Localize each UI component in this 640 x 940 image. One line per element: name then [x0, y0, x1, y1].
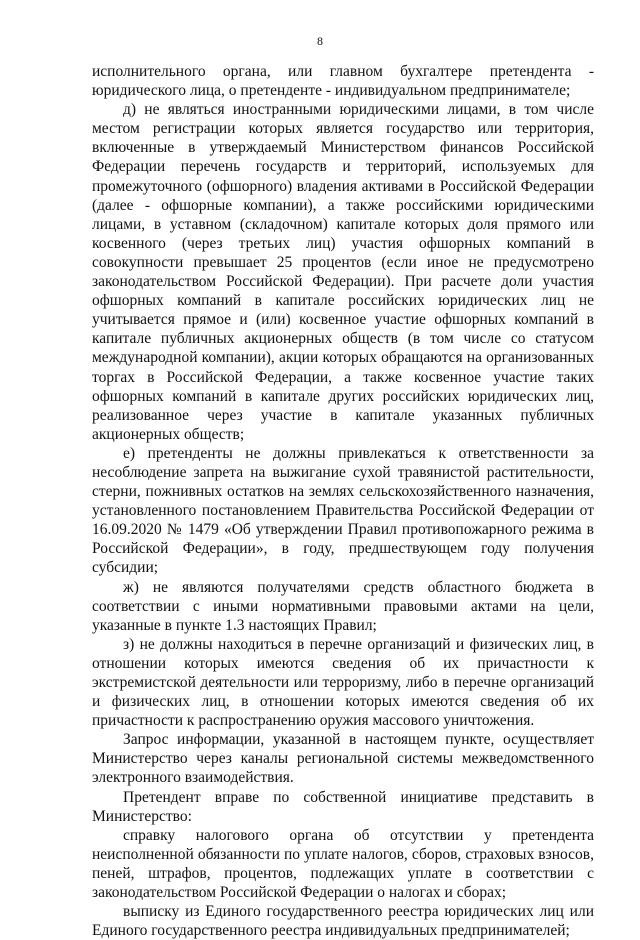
- document-body: [92, 62, 594, 940]
- paragraph-item-zh-budget-funds: ж) не являются получателями средств областного бюджета в соответствии с иными нормативными правовыми актами на цели, указанные в пункте 1.3 настоящих Правил;: [92, 578, 594, 634]
- paragraph-registry-extract: выписку из Единого государственного реестра юридических лиц или Единого государственного реестра индивидуальных предпринимателей;: [92, 903, 594, 940]
- paragraph-item-z-extremism-list: з) не должны находиться в перечне организаций и физических лиц, в отношении которых имеются сведения об их причастности к экстремистской деятельности или терроризму, либо в перечне организаций и физических лиц, в отношении которых имеются сведения об их причастности к распространению оружия массового уничтожения.: [92, 635, 594, 730]
- paragraph-item-d-offshore: д) не являться иностранными юридическими лицами, в том числе местом регистрации которых является государство или территория, включенные в утверждаемый Министерством финансов Российской Федерации перечень государств и территорий, используемых для промежуточного (офшорного) владения активами в Российской Федерации (далее - офшорные компании), а также российскими юридическими лицами, в уставном (складочном) капитале которых доля прямого или косвенного (через третьих лиц) участия офшорных компаний в совокупности превышает 25 процентов (если иное не предусмотрено законодательством Российской Федерации). При расчете доли участия офшорных компаний в капитале российских юридических лиц не учитывается прямое и (или) косвенное участие офшорных компаний в капитале публичных акционерных обществ (в том числе со статусом международной компании), акции которых обращаются на организованных торгах в Российской Федерации, а также косвенное участие таких офшорных компаний в капитале других российских юридических лиц, реализованное через участие в капитале указанных публичных акционерных обществ;: [92, 101, 594, 443]
- paragraph-information-request: Запрос информации, указанной в настоящем пункте, осуществляет Министерство через каналы региональной системы межведомственного электронного взаимодействия.: [92, 731, 594, 787]
- paragraph-tax-certificate: справку налогового органа об отсутствии у претендента неисполненной обязанности по уплате налогов, сборов, страховых взносов, пеней, штрафов, процентов, подлежащих уплате в соответствии с законодательством Российской Федерации о налогах и сборах;: [92, 826, 594, 902]
- paragraph-item-e-burning-ban: е) претенденты не должны привлекаться к ответственности за несоблюдение запрета на выжигание сухой травянистой растительности, стерни, пожнивных остатков на землях сельскохозяйственного назначения, установленного постановлением Правительства Российской Федерации от 16.09.2020 № 1479 «Об утверждении Правил противопожарного режима в Российской Федерации», в году, предшествующем году получения субсидии;: [92, 444, 594, 577]
- page-number: 8: [317, 34, 323, 48]
- paragraph-continuation: исполнительного органа, или главном бухгалтере претендента - юридического лица, о претенденте - индивидуальном предпринимателе;: [92, 63, 594, 100]
- paragraph-applicant-may-submit: Претендент вправе по собственной инициативе представить в Министерство:: [92, 788, 594, 825]
